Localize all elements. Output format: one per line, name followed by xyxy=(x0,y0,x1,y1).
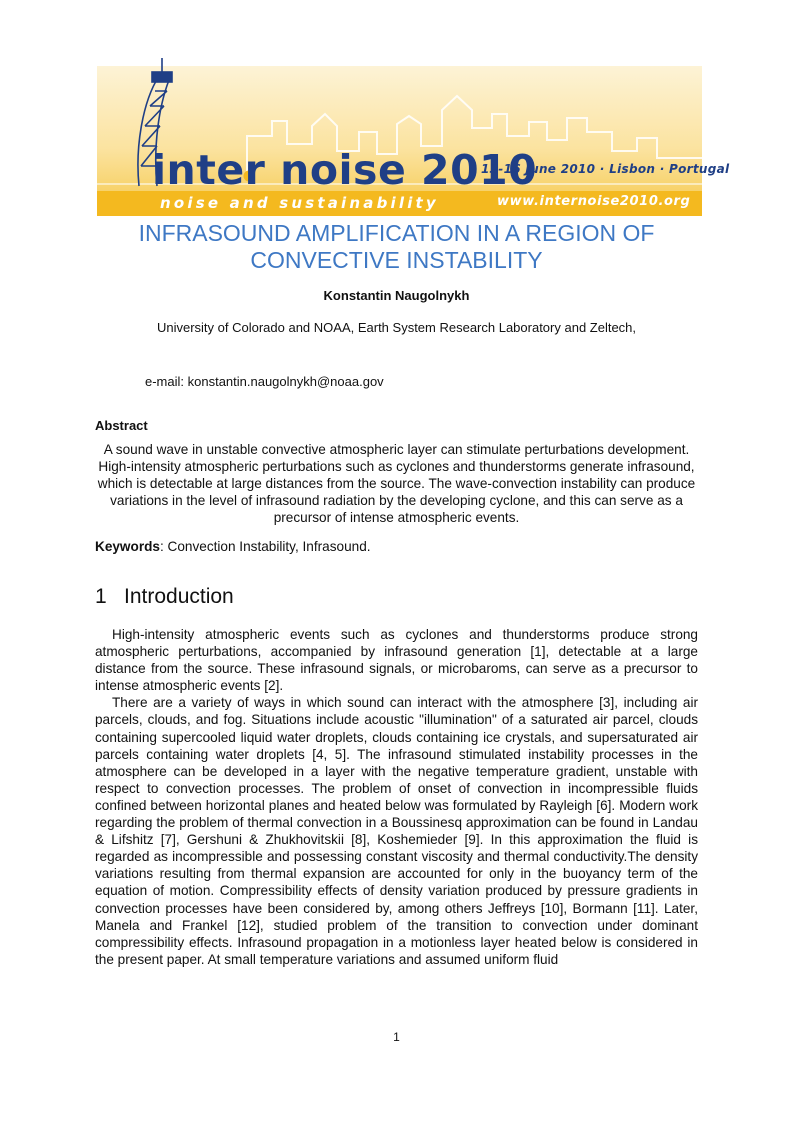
conference-url: www.internoise2010.org xyxy=(497,194,691,209)
paragraph: There are a variety of ways in which sound can interact with the atmosphere [3], including air parcels, clouds, and fog. Situations include acoustic "illumination" of a saturated air parcel, clouds containing supercooled liquid water droplets, clouds containing ice crystals, and supersaturated air parcels containing water droplets [4, 5]. The infrasound stimulated instability processes in the atmosphere can be developed in a layer with the negative temperature gradient, unstable with respect to convection processes. The problem of onset of convection in incompressible fluids confined between horizontal planes and heated below was formulated by Rayleigh [6]. Modern work regarding the problem of thermal convection in a Boussinesq approximation can be found in Landau & Lifshitz [7], Gershuni & Zhukhovitskii [8], Koshemieder [9]. In this approximation the fluid is regarded as incompressible and possessing constant viscosity and thermal conductivity.The density variations resulting from thermal expansion are accounted for only in the buoyancy term of the equation of motion. Compressibility effects of density variation produced by pressure gradients in convection processes have been considered by, among others Jeffreys [10], Bormann [11]. Later, Manela and Frankel [12], studied problem of the transition to convection under dominant compressibility effects. Infrasound propagation in a motionless layer heated below is considered in the present paper. At small temperature variations and assumed uniform fluid xyxy=(95,695,698,967)
page-number: 1 xyxy=(393,1030,400,1044)
logo-tagline: noise and sustainability xyxy=(160,194,439,212)
section-heading xyxy=(95,585,234,609)
keywords-text: : Convection Instability, Infrasound. xyxy=(159,539,371,554)
author-name: Konstantin Naugolnykh xyxy=(323,288,470,303)
keywords-line xyxy=(95,539,371,554)
section-title: Introduction xyxy=(124,585,234,608)
keywords-label: Keywords xyxy=(95,539,160,554)
conference-banner xyxy=(97,66,730,216)
paper-title: INFRASOUND AMPLIFICATION IN A REGION OF CONVECTIVE INSTABILITY xyxy=(138,220,655,273)
abstract-text: A sound wave in unstable convective atmospheric layer can stimulate perturbations development. High-intensity atmospheric perturbations such as cyclones and thunderstorms generate infrasound, which is detectable at large distances from the source. The wave-convection instability can produce variations in the level of infrasound radiation by the developing cyclone, and this can serve as a precursor of intense atmospheric events. xyxy=(97,442,696,525)
author-email: e-mail: konstantin.naugolnykh@noaa.gov xyxy=(145,374,384,389)
logo-wordmark: inter noise 2010 xyxy=(152,146,538,194)
conference-date-location: 13-16 June 2010 · Lisbon · Portugal xyxy=(481,162,730,176)
abstract-heading: Abstract xyxy=(95,418,148,433)
section-body xyxy=(95,626,698,968)
paragraph: High-intensity atmospheric events such as cyclones and thunderstorms produce strong atmospheric perturbations, accompanied by infrasound generation [1], detectable at a large distance from the source. These infrasound signals, or microbaroms, can serve as a precursor to intense atmospheric events [2]. xyxy=(95,627,698,694)
author-affiliation: University of Colorado and NOAA, Earth System Research Laboratory and Zeltech, xyxy=(156,320,637,335)
section-number: 1 xyxy=(95,585,107,608)
